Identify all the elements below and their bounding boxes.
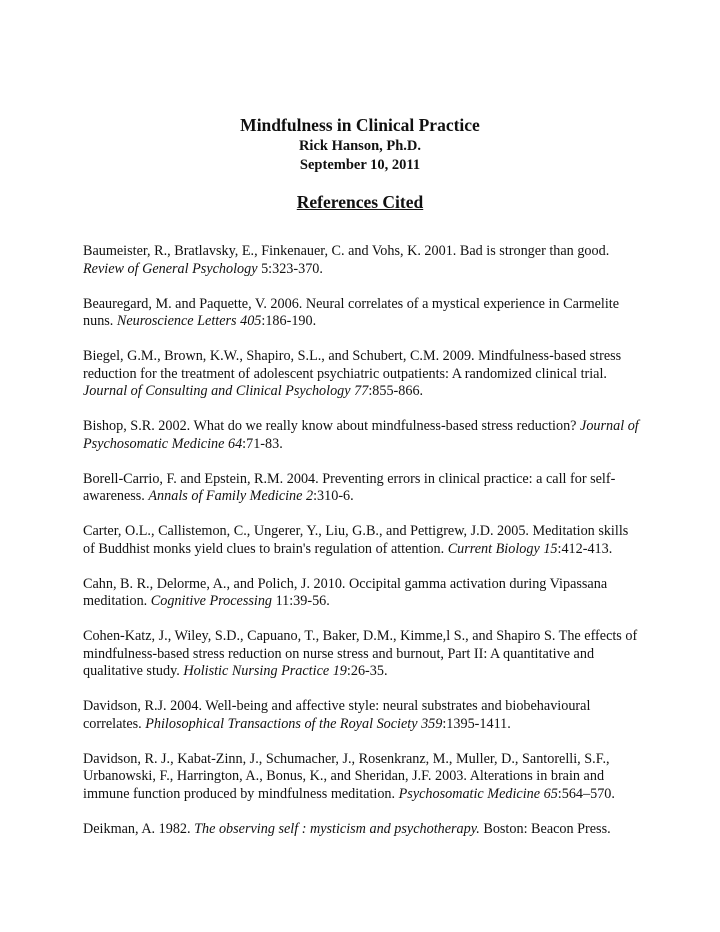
document-author: Rick Hanson, Ph.D. xyxy=(298,138,422,154)
reference-pages: :1395-1411. xyxy=(442,715,511,732)
reference-journal: Annals of Family Medicine 2 xyxy=(148,488,314,504)
reference-journal: Current Biology 15 xyxy=(447,540,558,557)
reference-item xyxy=(83,418,643,453)
reference-item xyxy=(83,751,643,804)
reference-list xyxy=(83,243,643,856)
document-title: Mindfulness in Clinical Practice xyxy=(240,115,480,135)
document-header xyxy=(0,114,720,175)
reference-item xyxy=(83,628,643,681)
references-heading: References Cited xyxy=(296,192,424,212)
reference-text: Bishop, S.R. 2002. What do we really know about mindfulness-based stress reduction? xyxy=(83,418,581,434)
reference-item xyxy=(83,348,643,401)
reference-journal: Review of General Psychology xyxy=(83,260,258,277)
reference-text: Carter, O.L., Callistemon, C., Ungerer, Y., Liu, G.B., and Pettigrew, J.D. 2005. Meditation skills of Buddhist monks yield clues to brain's regulation of attention. xyxy=(83,523,629,557)
reference-text: Davidson, R.J. 2004. Well-being and affective style: neural substrates and biobehavioural correlates. xyxy=(83,698,591,732)
reference-item xyxy=(83,576,643,611)
reference-text: Baumeister, R., Bratlavsky, E., Finkenauer, C. and Vohs, K. 2001. Bad is stronger than good. xyxy=(83,243,610,259)
reference-text: Borell-Carrio, F. and Epstein, R.M. 2004. Preventing errors in clinical practice: a call for self-awareness. xyxy=(83,470,616,504)
reference-item xyxy=(83,471,643,506)
reference-item xyxy=(83,523,643,558)
reference-journal: Journal of Psychosomatic Medicine 64 xyxy=(83,418,639,452)
reference-pages: :71-83. xyxy=(242,435,283,452)
reference-item xyxy=(83,243,643,278)
document-date: September 10, 2011 xyxy=(299,157,421,173)
reference-item xyxy=(83,296,643,331)
reference-item xyxy=(83,821,643,839)
reference-pages: :310-6. xyxy=(313,488,354,504)
reference-pages: :186-190. xyxy=(261,313,317,329)
reference-text: Cahn, B. R., Delorme, A., and Polich, J. 2010. Occipital gamma activation during Vipassana meditation. xyxy=(83,575,608,609)
reference-text: Biegel, G.M., Brown, K.W., Shapiro, S.L., and Schubert, C.M. 2009. Mindfulness-based stress reduction for the treatment of adolescent psychiatric outpatients: A randomized clinical trial. xyxy=(83,348,622,382)
reference-text: Davidson, R. J., Kabat-Zinn, J., Schumacher, J., Rosenkranz, M., Muller, D., Santorelli, S.F., Urbanowski, F., Harrington, A., Bonus, K., and Sheridan, J.F. 2003. Alterations in brain and immune function produced by mindfulness meditation. xyxy=(83,750,610,802)
reference-pages: :412-413. xyxy=(557,540,613,557)
reference-journal: Cognitive Processing xyxy=(150,593,273,609)
reference-pages: 11:39-56. xyxy=(272,593,330,609)
reference-pages: :855-866. xyxy=(368,383,424,399)
reference-pages: Boston: Beacon Press. xyxy=(479,820,611,837)
reference-pages: :564–570. xyxy=(557,785,615,802)
reference-text: Beauregard, M. and Paquette, V. 2006. Neural correlates of a mystical experience in Carmelite nuns. xyxy=(83,295,620,329)
reference-journal: Psychosomatic Medicine 65 xyxy=(398,785,558,802)
reference-pages: :26-35. xyxy=(346,663,388,679)
reference-journal: The observing self : mysticism and psychotherapy. xyxy=(194,820,480,837)
reference-text: Deikman, A. 1982. xyxy=(83,820,195,837)
reference-journal: Journal of Consulting and Clinical Psychology 77 xyxy=(83,383,369,399)
reference-journal: Philosophical Transactions of the Royal Society 359 xyxy=(145,715,443,732)
reference-text: Cohen-Katz, J., Wiley, S.D., Capuano, T., Baker, D.M., Kimme,l S., and Shapiro S. The effects of mindfulness-based stress reduction on nurse stress and burnout, Part II: A quantitative and qualitative study. xyxy=(83,628,638,679)
reference-journal: Holistic Nursing Practice 19 xyxy=(183,663,347,679)
reference-item xyxy=(83,698,643,733)
reference-journal: Neuroscience Letters 405 xyxy=(116,313,262,329)
reference-pages: 5:323-370. xyxy=(257,260,323,277)
